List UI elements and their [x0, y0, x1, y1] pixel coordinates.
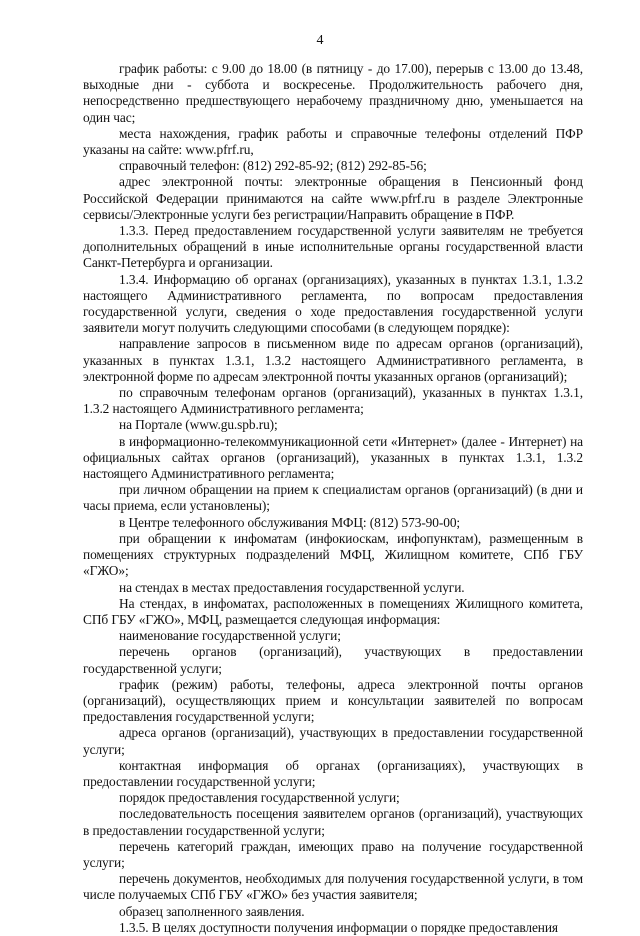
list-item-stands: на стендах в местах предоставления государственной услуги.	[119, 579, 465, 595]
paragraph-section-1-3-5: 1.3.5. В целях доступности получения информации о порядке предоставления	[119, 919, 558, 935]
list-item-infomats: при обращении к инфоматам (инфокиоскам, инфопунктам), размещенным в помещениях структурных подразделений МФЦ, Жилищном комитете, СПб ГБУ «ГЖО»;	[83, 530, 583, 579]
list-item-service-name: наименование государственной услуги;	[119, 628, 341, 644]
list-item-required-documents: перечень документов, необходимых для получения государственной услуги, в том числе получаемых СПб ГБУ «ГЖО» без участия заявителя;	[83, 871, 583, 903]
list-item-participating-bodies: перечень органов (организаций), участвующих в предоставлении государственной услуги;	[83, 644, 583, 676]
list-item-procedure: порядок предоставления государственной услуги;	[119, 790, 400, 806]
paragraph-stands-info: На стендах, в инфоматах, расположенных в помещениях Жилищного комитета, СПб ГБУ «ГЖО», МФЦ, размещается следующая информация:	[83, 595, 583, 627]
list-item-body-addresses: адреса органов (организаций), участвующих в предоставлении государственной услуги;	[83, 725, 583, 757]
list-item-visit-sequence: последовательность посещения заявителем органов (организаций), участвующих в предоставлении государственной услуги;	[83, 806, 583, 838]
document-body	[83, 61, 583, 936]
list-item-internet: в информационно-телекоммуникационной сети «Интернет» (далее - Интернет) на официальных сайтах органов (организаций), указанных в пунктах 1.3.1, 1.3.2 настоящего Административного регламента;	[83, 433, 583, 482]
list-item-schedule-contacts: график (режим) работы, телефоны, адреса электронной почты органов (организаций), осуществляющих прием и консультации заявителей по вопросам предоставления государственной услуги;	[83, 676, 583, 725]
paragraph-email-address: адрес электронной почты: электронные обращения в Пенсионный фонд Российской Федерации принимаются на сайте www.pfrf.ru в разделе Электронные сервисы/Электронные услуги без регистрации/Направить обращение в ПФР.	[83, 174, 583, 222]
list-item-personal-visit: при личном обращении на прием к специалистам органов (организаций) (в дни и часы приема, если установлены);	[83, 482, 583, 514]
list-item-citizen-categories: перечень категорий граждан, имеющих право на получение государственной услуги;	[83, 838, 583, 870]
paragraph-reference-phone: справочный телефон: (812) 292-85-92; (812) 292-85-56;	[119, 158, 427, 174]
page-number: 4	[316, 33, 324, 48]
paragraph-work-schedule: график работы: с 9.00 до 18.00 (в пятницу - до 17.00), перерыв с 13.00 до 13.48, выходные дни - суббота и воскресенье. Продолжительность рабочего дня, непосредственно предшествующего нерабочему праздничному дню, уменьшается на один час;	[83, 61, 583, 125]
list-item-contact-info: контактная информация об органах (организациях), участвующих в предоставлении государственной услуги;	[83, 757, 583, 789]
paragraph-pfr-offices: места нахождения, график работы и справочные телефоны отделений ПФР указаны на сайте: www.pfrf.ru,	[83, 125, 583, 158]
paragraph-section-1-3-3: 1.3.3. Перед предоставлением государственной услуги заявителям не требуется дополнительных обращений в иные исполнительные органы государственной власти Санкт-Петербурга и организации.	[83, 223, 583, 271]
list-item-written-requests: направление запросов в письменном виде по адресам органов (организаций), указанных в пунктах 1.3.1, 1.3.2 настоящего Административного регламента, в электронной форме по адресам электронной почты указанных органов (организаций);	[83, 336, 583, 384]
list-item-phone-inquiry: по справочным телефонам органов (организаций), указанных в пунктах 1.3.1, 1.3.2 настоящего Административного регламента;	[83, 385, 583, 417]
list-item-portal: на Портале (www.gu.spb.ru);	[119, 417, 278, 433]
list-item-call-center: в Центре телефонного обслуживания МФЦ: (812) 573-90-00;	[119, 514, 461, 530]
paragraph-section-1-3-4: 1.3.4. Информацию об органах (организациях), указанных в пунктах 1.3.1, 1.3.2 настоящего Административного регламента, по вопросам предоставления государственной услуги, сведения о ходе предоставления государственной услуги заявители могут получить следующими способами (в следующем порядке):	[83, 271, 583, 336]
list-item-sample-application: образец заполненного заявления.	[119, 903, 305, 919]
